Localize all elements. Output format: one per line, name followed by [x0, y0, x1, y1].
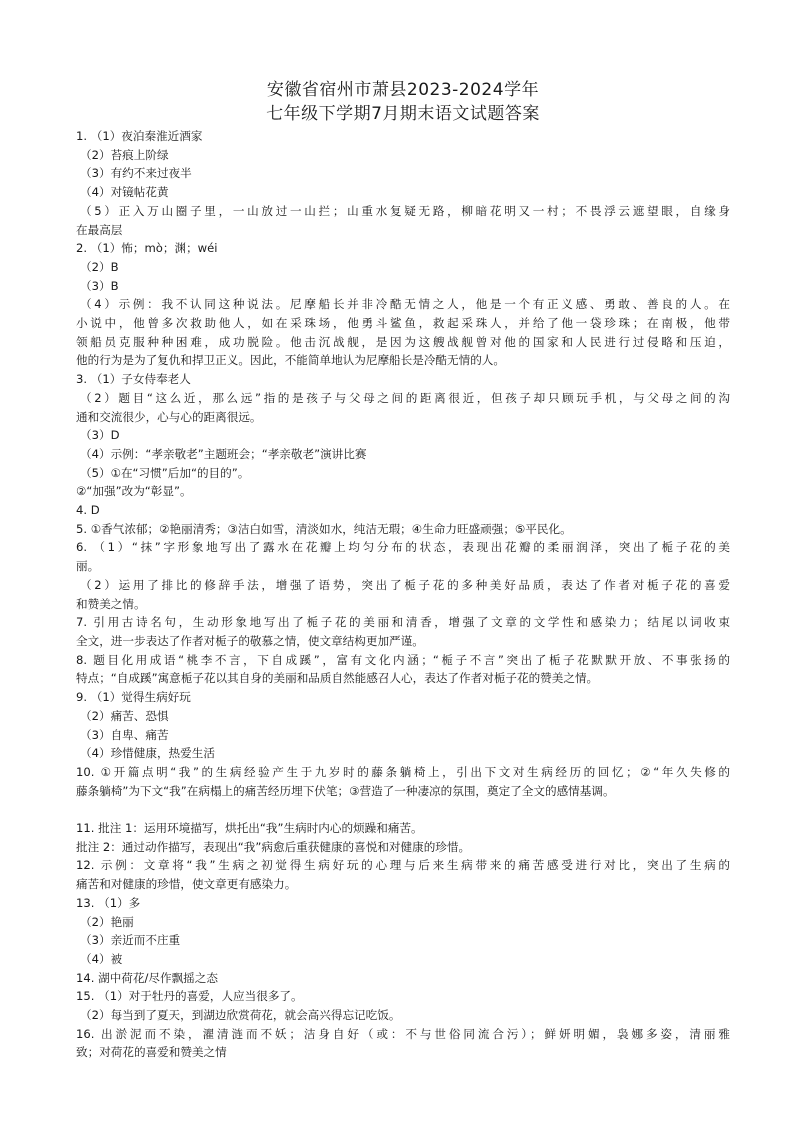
answer-line: （5）①在“习惯”后加“的目的”。: [80, 465, 250, 480]
answer-line: 6. （1）“抹”字形象地写出了露水在花瓣上均匀分布的状态，表现出花瓣的柔丽润泽，突出了栀子花的美: [76, 540, 730, 555]
answer-line: （3）B: [80, 278, 119, 293]
answer-line: 批注 2：通过动作描写，表现出“我”病愈后重获健康的喜悦和对健康的珍惜。: [76, 839, 471, 854]
answer-line: ②“加强”改为“彰显”。: [76, 484, 192, 499]
answer-line: 14. 湖中荷花/尽作飘摇之态: [76, 970, 218, 985]
answer-line: （2）痛苦、恐惧: [80, 708, 169, 723]
answer-line: 丽。: [76, 559, 100, 574]
answer-line: （3）亲近而不庄重: [80, 933, 181, 948]
answer-line: 通和交流很少，心与心的距离很远。: [76, 409, 262, 424]
answer-line: 特点；“自成蹊”寓意栀子花以其自身的美丽和品质自然能感召人心，表达了作者对栀子花的赞美之情。: [76, 671, 599, 686]
answer-line: 3. （1）子女侍奉老人: [76, 372, 191, 387]
answer-line: 11. 批注 1：运用环境描写，烘托出“我”生病时内心的烦躁和痛苦。: [76, 821, 423, 835]
answer-line: 1. （1）夜泊秦淮近酒家: [76, 129, 203, 143]
answer-line: 全文，进一步表达了作者对栀子的敬慕之情，使文章结构更加严谨。: [76, 633, 424, 648]
title-line-1: 安徽省宿州市萧县2023-2024学年: [266, 80, 540, 100]
answer-line: 9. （1）觉得生病好玩: [76, 690, 191, 705]
answer-line: 15. （1）对于牡丹的喜爱，人应当很多了。: [76, 989, 303, 1004]
answer-line: 4. D: [76, 503, 100, 518]
answer-line: 领船员克服种种困难，成功脱险。他击沉战舰，是因为这艘战舰曾对他的国家和人民进行过侵略和压迫，: [76, 334, 730, 349]
answer-line: （4）示例：“孝亲敬老”主题班会；“孝亲敬老”演讲比赛: [80, 446, 367, 461]
answer-line: （2）苔痕上阶绿: [80, 147, 169, 162]
answer-line: （3）有约不来过夜半: [80, 166, 192, 181]
answer-line: 8. 题目化用成语“桃李不言，下自成蹊”，富有文化内涵；“栀子不言”突出了栀子花默默开放、不事张扬的: [76, 652, 730, 667]
answer-line: （4）对镜帖花黄: [80, 185, 169, 200]
answer-line: 2. （1）怖；mò；渊；wéi: [76, 241, 218, 256]
answer-line: 藤条躺椅”为下文“我”在病榻上的痛苦经历埋下伏笔；③营造了一种凄凉的氛围，奠定了全文的感情基调。: [76, 783, 615, 798]
title-line-2: 七年级下学期7月期末语文试题答案: [266, 104, 540, 124]
answer-line: 在最高层: [76, 222, 123, 237]
answer-line: 16. 出淤泥而不染，濯清涟而不妖；洁身自好（或：不与世俗同流合污）；鲜妍明媚，袅娜多姿，清丽雅: [76, 1026, 730, 1041]
answer-line: （4）示例：我不认同这种说法。尼摩船长并非冷酷无情之人，他是一个有正义感、勇敢、善良的人。在: [80, 297, 730, 312]
answer-line: 10. ①开篇点明“我”的生病经验产生于九岁时的藤条躺椅上，引出下文对生病经历的回忆；②“年久失修的: [76, 764, 730, 779]
answer-line: （2）每当到了夏天，到湖边欣赏荷花，就会高兴得忘记吃饭。: [80, 1008, 401, 1023]
answer-line: （2）B: [80, 259, 119, 274]
answer-line: （2）艳丽: [80, 914, 134, 929]
answer-line: （3）D: [80, 428, 120, 443]
answer-line: 致；对荷花的喜爱和赞美之情: [76, 1045, 227, 1060]
answer-line: 7. 引用古诗名句，生动形象地写出了栀子花的美丽和清香，增强了文章的文学性和感染力；结尾以词收束: [76, 615, 730, 630]
answer-line: 和赞美之情。: [76, 596, 146, 611]
answer-line: （3）自卑、痛苦: [80, 727, 169, 742]
answer-line: （2）运用了排比的修辞手法，增强了语势，突出了栀子花的多种美好品质，表达了作者对栀子花的喜爱: [80, 577, 730, 592]
answer-line: （2）题目“这么近，那么远”指的是孩子与父母之间的距离很近，但孩子却只顾玩手机，与父母之间的沟: [80, 390, 730, 405]
answer-body: [76, 127, 730, 1062]
answer-line: 痛苦和对健康的珍惜，使文章更有感染力。: [76, 877, 297, 892]
page-title: [76, 78, 730, 126]
answer-line: 小说中，他曾多次救助他人，如在采珠场，他勇斗鲨鱼，救起采珠人，并给了他一袋珍珠；在南极，他带: [76, 316, 730, 331]
answer-line: （5）正入万山圈子里，一山放过一山拦；山重水复疑无路，柳暗花明又一村；不畏浮云遮望眼，自缘身: [80, 203, 730, 218]
answer-line: 13. （1）多: [76, 895, 141, 910]
answer-line: 12. 示例：文章将“我”生病之初觉得生病好玩的心理与后来生病带来的痛苦感受进行对比，突出了生病的: [76, 858, 730, 873]
answer-line: 5. ①香气浓郁；②艳丽清秀；③洁白如雪，清淡如水，纯洁无瑕；④生命力旺盛顽强；⑤平民化。: [76, 521, 572, 536]
answer-line: （4）珍惜健康，热爱生活: [80, 746, 215, 761]
answer-line: （4）被: [80, 951, 123, 966]
answer-line: 他的行为是为了复仇和捍卫正义。因此，不能简单地认为尼摩船长是冷酷无情的人。: [76, 353, 505, 368]
blank-line: [76, 800, 730, 819]
